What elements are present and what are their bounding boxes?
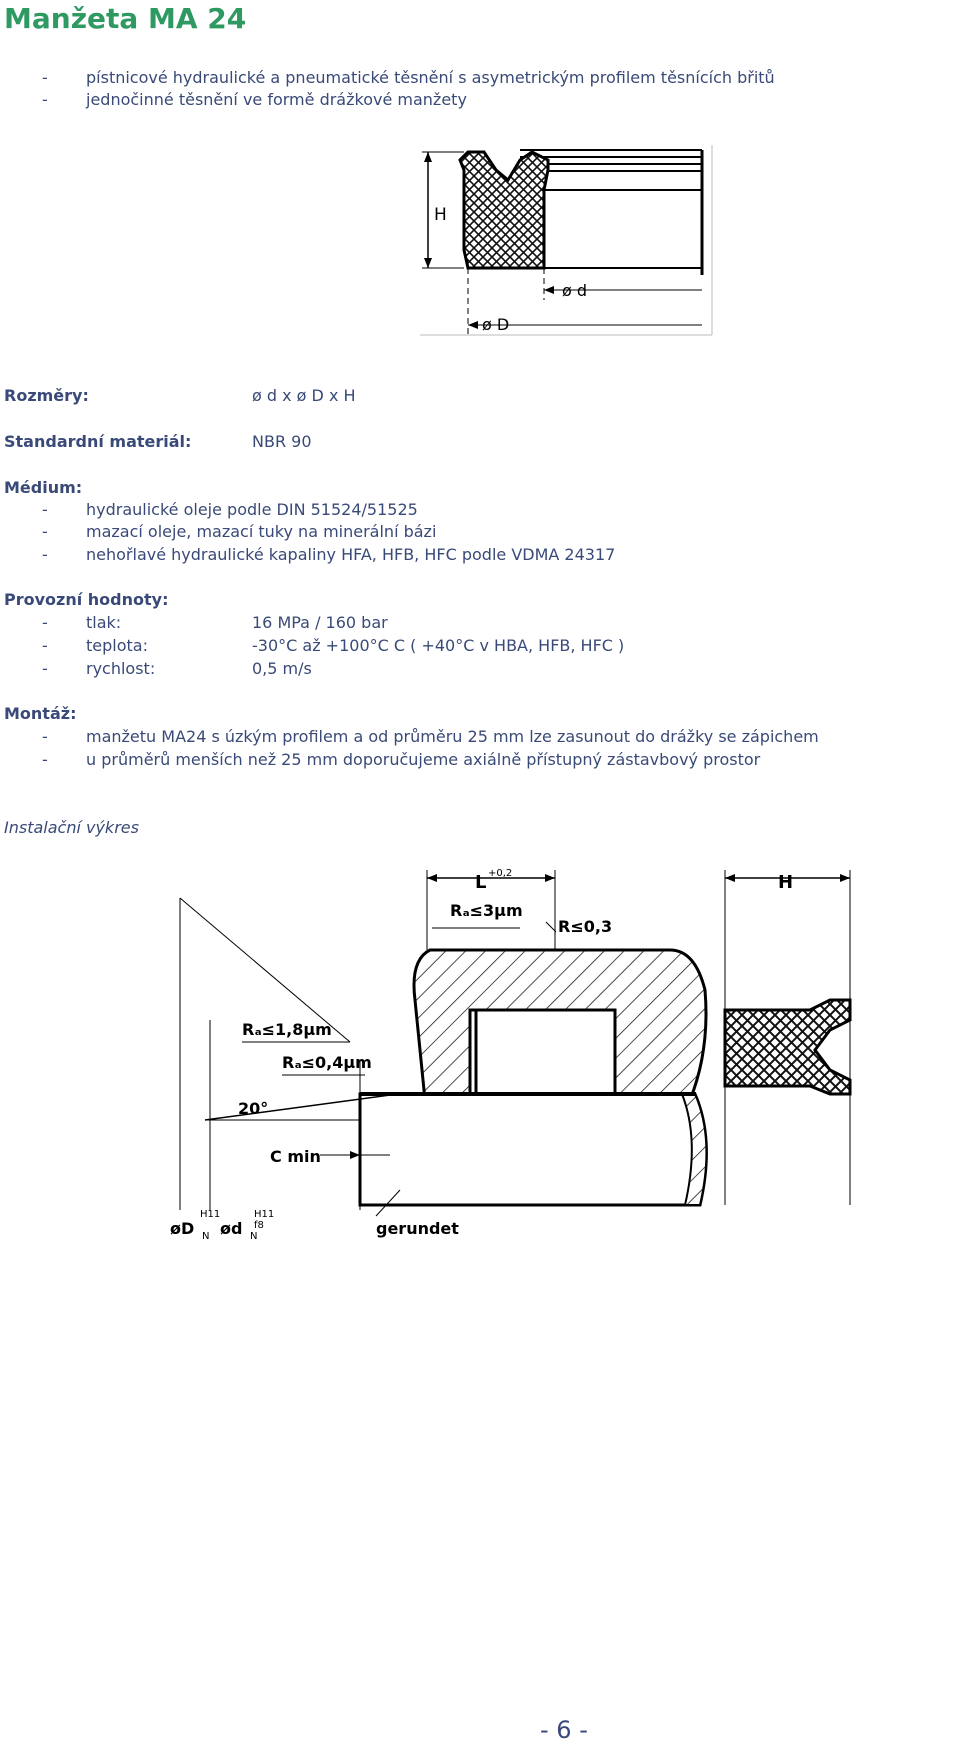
seal-profile-side: [725, 1000, 850, 1094]
rod-section: [360, 1094, 706, 1205]
installation-drawing: [170, 850, 960, 1240]
cmin-label: C min: [270, 1147, 321, 1166]
dimensions-value: ø d x ø D x H: [252, 386, 356, 405]
dN-label: ød: [220, 1219, 243, 1238]
dN-sup-label: H11: [254, 1209, 275, 1220]
DN-sub-label: N: [202, 1231, 210, 1240]
page-title: Manžeta MA 24: [4, 2, 247, 35]
bullet-dash: -: [42, 727, 48, 746]
bullet-dash: -: [42, 636, 48, 655]
ra-1-8-label: Rₐ≤1,8μm: [242, 1020, 332, 1039]
d-dimension-label: ø d: [562, 281, 588, 300]
page-number: - 6 -: [540, 1716, 588, 1744]
bullet-dash: -: [42, 68, 48, 87]
operating-label: Provozní hodnoty:: [4, 590, 169, 609]
medium-item-2: mazací oleje, mazací tuky na minerální bázi: [86, 522, 437, 541]
operating-value-speed: 0,5 m/s: [252, 659, 312, 678]
seal-cross-section-drawing: [420, 140, 720, 340]
operating-name-pressure: tlak:: [86, 613, 122, 632]
installation-drawing-title: Instalační výkres: [4, 818, 139, 837]
material-label: Standardní materiál:: [4, 432, 192, 451]
bullet-dash: -: [42, 500, 48, 519]
operating-value-temperature: -30°C až +100°C C ( +40°C v HBA, HFB, HFC ): [252, 636, 625, 655]
bullet-dash: -: [42, 545, 48, 564]
DN-label: øD: [170, 1219, 195, 1238]
dN-sub-label: N: [250, 1231, 258, 1240]
medium-label: Médium:: [4, 478, 83, 497]
ra-3-label: Rₐ≤3μm: [450, 901, 523, 920]
bullet-dash: -: [42, 90, 48, 109]
gerundet-label: gerundet: [376, 1219, 459, 1238]
h-dimension-label: H: [434, 205, 447, 225]
bullet-dash: -: [42, 522, 48, 541]
assembly-label: Montáž:: [4, 704, 77, 723]
operating-name-temperature: teplota:: [86, 636, 148, 655]
ra-0-4-label: Rₐ≤0,4μm: [282, 1053, 372, 1072]
material-value: NBR 90: [252, 432, 312, 451]
r-0-3-label: R≤0,3: [558, 917, 613, 936]
intro-item-2: jednočinné těsnění ve formě drážkové manžety: [86, 90, 467, 109]
assembly-item-2: u průměrů menších než 25 mm doporučujeme axiálně přístupný zástavbový prostor: [86, 750, 761, 769]
assembly-item-1: manžetu MA24 s úzkým profilem a od průměru 25 mm lze zasunout do drážky se zápichem: [86, 727, 819, 746]
operating-value-pressure: 16 MPa / 160 bar: [252, 613, 388, 632]
seal-profile: [460, 152, 548, 268]
l-tolerance-label: +0,2: [488, 868, 513, 879]
dimensions-label: Rozměry:: [4, 386, 89, 405]
medium-item-1: hydraulické oleje podle DIN 51524/51525: [86, 500, 418, 519]
operating-name-speed: rychlost:: [86, 659, 156, 678]
bullet-dash: -: [42, 750, 48, 769]
D-dimension-label: ø D: [482, 315, 510, 334]
bullet-dash: -: [42, 659, 48, 678]
h-install-dimension-label: H: [778, 872, 794, 893]
DN-sup-label: H11: [200, 1209, 221, 1220]
angle-label: 20°: [238, 1099, 269, 1118]
l-dimension-label: L: [475, 872, 487, 893]
bullet-dash: -: [42, 613, 48, 632]
medium-item-3: nehořlavé hydraulické kapaliny HFA, HFB, HFC podle VDMA 24317: [86, 545, 616, 564]
dN-sub2-label: f8: [254, 1220, 264, 1231]
intro-item-1: pístnicové hydraulické a pneumatické těsnění s asymetrickým profilem těsnících břitů: [86, 68, 775, 87]
